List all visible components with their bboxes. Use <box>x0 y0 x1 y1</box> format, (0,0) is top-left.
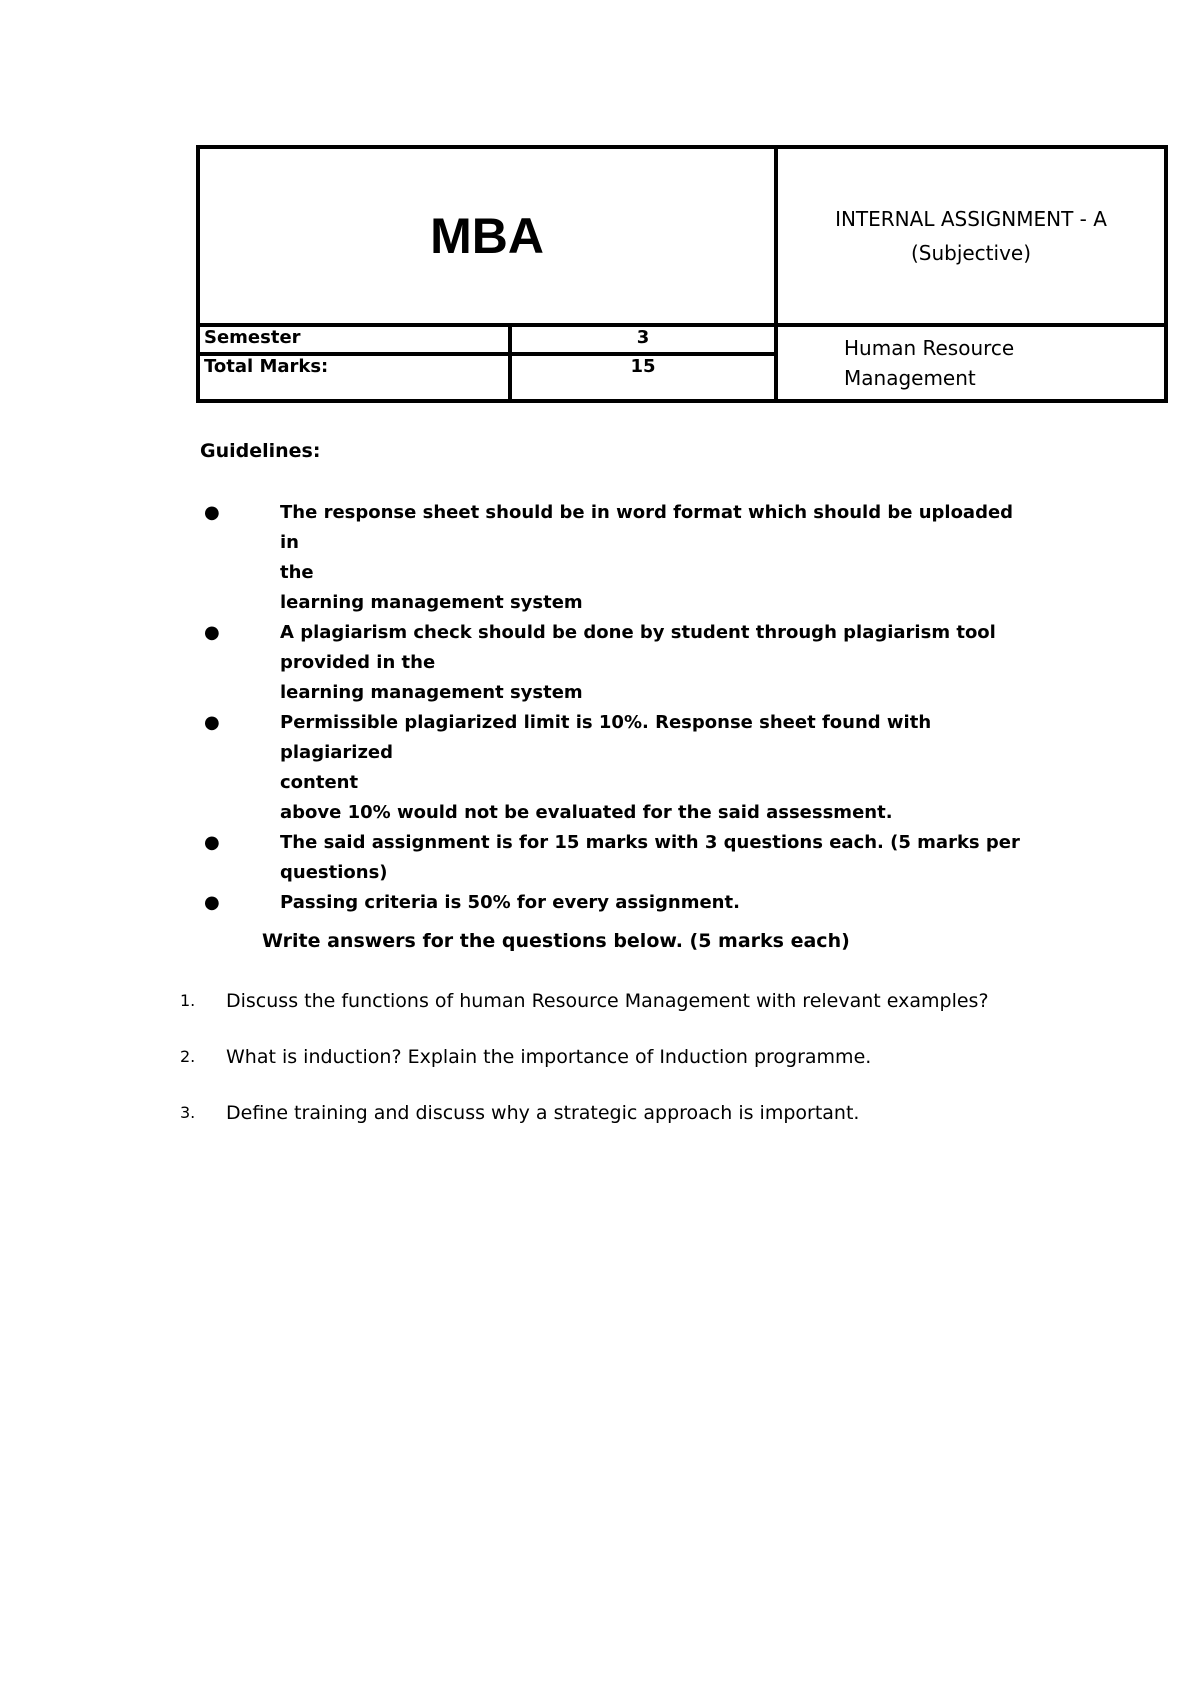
subject-cell <box>776 325 1166 401</box>
question-item <box>180 988 1100 1014</box>
total-marks-label: Total Marks: <box>198 354 510 401</box>
subject-line-1: Human Resource <box>844 336 1015 361</box>
guideline-text: questions) <box>280 862 388 883</box>
question-text: What is induction? Explain the importance of Induction programme. <box>226 1046 872 1068</box>
guideline-item <box>196 828 1026 888</box>
question-item <box>180 1100 1100 1126</box>
bullet-icon: ● <box>204 712 220 733</box>
bullet-icon: ● <box>204 622 220 643</box>
question-text: Define training and discuss why a strategic approach is important. <box>226 1102 860 1124</box>
guideline-item <box>196 618 1026 708</box>
total-marks-value: 15 <box>510 354 776 401</box>
program-title: MBA <box>198 147 776 325</box>
guideline-text: Permissible plagiarized limit is 10%. Response sheet found with plagiarized <box>280 712 932 763</box>
guidelines-title: Guidelines: <box>200 440 321 462</box>
guideline-item <box>196 498 1026 618</box>
semester-label: Semester <box>198 325 510 354</box>
bullet-icon: ● <box>204 832 220 853</box>
subject-line-2: Management <box>844 366 976 391</box>
question-number: 1. <box>180 991 196 1010</box>
guideline-text: provided in the <box>280 652 436 673</box>
bullet-icon: ● <box>204 892 220 913</box>
assignment-title-cell <box>776 147 1166 325</box>
guideline-item <box>196 888 1026 918</box>
question-number: 2. <box>180 1047 196 1066</box>
assignment-header-table <box>196 145 1168 403</box>
guideline-text: content <box>280 772 359 793</box>
question-item <box>180 1044 1100 1070</box>
question-number: 3. <box>180 1103 196 1122</box>
question-text: Discuss the functions of human Resource Management with relevant examples? <box>226 990 989 1012</box>
guideline-text: The said assignment is for 15 marks with 3 questions each. (5 marks per <box>280 832 1020 853</box>
assignment-title: INTERNAL ASSIGNMENT - A <box>835 207 1107 232</box>
bullet-icon: ● <box>204 502 220 523</box>
guideline-text: above 10% would not be evaluated for the said assessment. <box>280 802 893 823</box>
semester-value: 3 <box>510 325 776 354</box>
guideline-text: The response sheet should be in word format which should be uploaded in <box>280 502 1014 553</box>
guideline-text: learning management system <box>280 682 583 703</box>
questions-list <box>180 988 1100 1156</box>
guideline-text: learning management system <box>280 592 583 613</box>
guidelines-list <box>196 498 1026 918</box>
guideline-text: the <box>280 562 314 583</box>
guideline-item <box>196 708 1026 828</box>
guideline-text: Passing criteria is 50% for every assignment. <box>280 892 740 913</box>
guideline-text: A plagiarism check should be done by student through plagiarism tool <box>280 622 996 643</box>
assignment-type: (Subjective) <box>910 241 1032 266</box>
questions-intro: Write answers for the questions below. (5 marks each) <box>262 930 850 952</box>
